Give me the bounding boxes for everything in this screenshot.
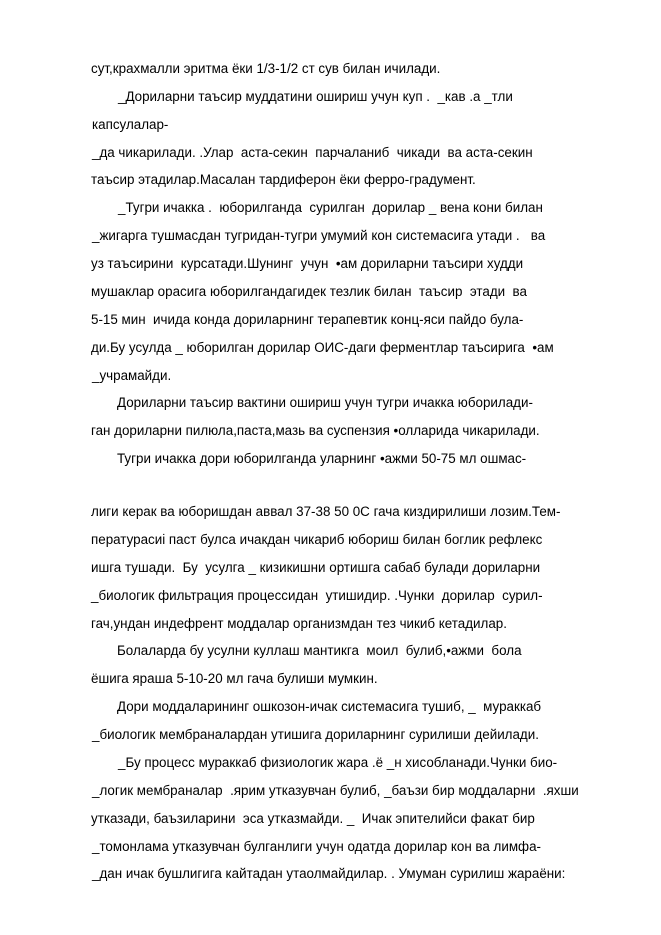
text-line-26: _логик мембраналар .ярим утказувчан булиб, _баъзи бир моддаларни .яхши xyxy=(92,783,579,798)
text-line-18: ишга тушади. Бу усулга _ кизикишни ортишга сабаб булади дориларни xyxy=(91,560,541,575)
text-line-9: мушаклар орасига юборилгандагидек тезлик билан таъсир этади ва xyxy=(91,284,527,299)
text-line-13: Дориларни таъсир вактини ошириш учун тугри ичакка юборилади- xyxy=(117,395,533,410)
text-line-12: _учрамайди. xyxy=(92,368,172,383)
text-line-3: капсулалар- xyxy=(92,117,169,132)
text-line-28: _томонлама утказувчан булганлиги учун одатда дорилар кон ва лимфа- xyxy=(92,839,541,854)
text-line-21: Болаларда бу усулни куллаш мантикга моил булиб,•ажми бола xyxy=(117,643,522,658)
text-line-10: 5-15 мин ичида конда дориларнинг терапевтик конц-яси пайдо була- xyxy=(91,312,524,327)
text-line-7: _жигарга тушмасдан тугридан-тугри умумий кон системасига утади . ва xyxy=(92,228,546,243)
text-line-24: _биологик мембраналардан утишига дориларнинг сурилиши дейилади. xyxy=(92,727,539,742)
text-line-4: _да чикарилади. .Улар аста-секин парчаланиб чикади ва аста-секин xyxy=(92,145,533,160)
text-line-27: утказади, баъзиларини эса утказмайди. _ Ичак эпителийси факат бир xyxy=(91,811,535,826)
text-line-6: _Тугри ичакка . юборилганда сурилган дорилар _ вена кони билан xyxy=(118,200,543,215)
text-line-16: лиги керак ва юборишдан аввал 37-38 50 0С гача киздирилиши лозим.Тем- xyxy=(91,504,561,519)
text-line-11: ди.Бу усулда _ юборилган дорилар ОИС-даги ферментлар таъсирига •ам xyxy=(91,340,554,355)
text-line-29: _дан ичак бушлигига кайтадан утаолмайдилар. . Умуман сурилиш жараёни: xyxy=(92,866,566,881)
text-line-15: Тугри ичакка дори юборилганда уларнинг •ажми 50-75 мл ошмас- xyxy=(117,451,527,466)
text-line-2: _Дориларни таъсир муддатини ошириш учун куп . _кав .а _тли xyxy=(118,89,513,104)
text-line-1: сут,крахмалли эритма ёки 1/3-1/2 ст сув билан ичилади. xyxy=(91,61,441,76)
text-line-19: _биологик фильтрация процессидан утишидир. .Чунки дорилар сурил- xyxy=(91,588,543,603)
text-line-8: уз таъсирини курсатади.Шунинг учун •ам дориларни таъсири худди xyxy=(91,256,524,271)
text-line-14: ган дориларни пилюла,паста,мазь ва суспензия •олларида чикарилади. xyxy=(91,423,540,438)
text-line-20: гач,ундан индефрент моддалар организмдан тез чикиб кетадилар. xyxy=(91,616,507,631)
text-line-23: Дори моддаларининг ошкозон-ичак системасига тушиб, _ мураккаб xyxy=(117,699,542,714)
text-line-22: ёшига яраша 5-10-20 мл гача булиши мумкин. xyxy=(91,671,378,686)
text-line-25: _Бу процесс мураккаб физиологик жара .ё _н хисобланади.Чунки био- xyxy=(118,755,558,770)
text-line-5: таъсир этадилар.Масалан тардиферон ёки ферро-градумент. xyxy=(91,172,476,187)
text-line-17: пературасиі паст булса ичакдан чикариб юбориш билан боглик рефлекс xyxy=(91,532,543,547)
